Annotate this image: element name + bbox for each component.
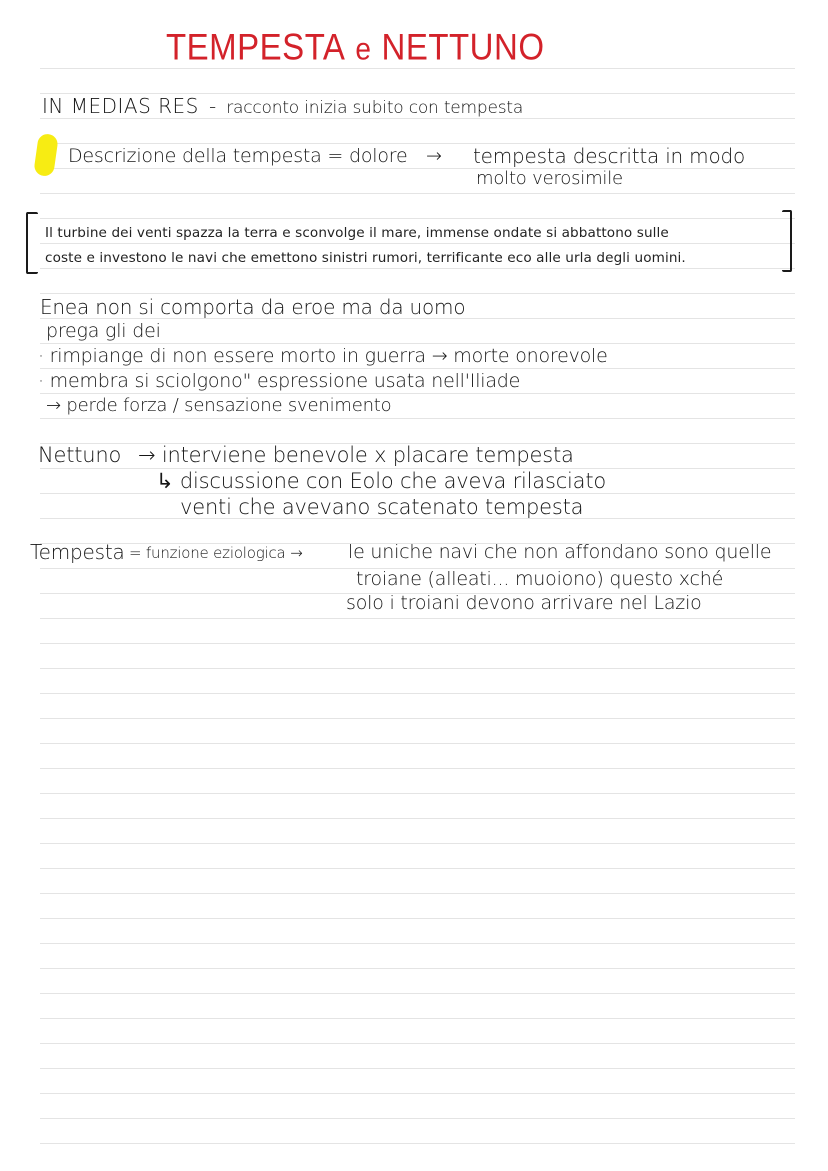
tempesta-line-2: troiane (alleati... muoiono) questo xché bbox=[356, 568, 724, 590]
ruled-line bbox=[40, 618, 795, 619]
page-title bbox=[166, 26, 545, 69]
ruled-line bbox=[40, 1093, 795, 1094]
ruled-line bbox=[40, 368, 795, 369]
ruled-line bbox=[40, 893, 795, 894]
ruled-line bbox=[40, 718, 795, 719]
title-part-1: TEMPESTA bbox=[166, 26, 346, 68]
ruled-line bbox=[40, 1018, 795, 1019]
in-medias-res-line bbox=[42, 94, 523, 118]
quote-line-2: coste e investono le navi che emettono sinistri rumori, terrificante eco alle urla degli uomini. bbox=[45, 250, 686, 266]
enea-item-4: → perde forza / sensazione svenimento bbox=[46, 395, 392, 416]
title-part-2: NETTUNO bbox=[381, 26, 545, 68]
ruled-line bbox=[40, 1068, 795, 1069]
ruled-line bbox=[40, 643, 795, 644]
ruled-line bbox=[40, 493, 795, 494]
quote-box bbox=[26, 212, 792, 270]
tempesta-line-1: le uniche navi che non affondano sono quelle bbox=[348, 541, 772, 563]
ruled-line bbox=[40, 943, 795, 944]
title-conjunction: e bbox=[355, 31, 372, 67]
ruled-line bbox=[40, 193, 795, 194]
descrizione-right-line-2: molto verosimile bbox=[476, 168, 623, 189]
ruled-line bbox=[40, 868, 795, 869]
ruled-line bbox=[40, 793, 795, 794]
descrizione-left: Descrizione della tempesta = dolore bbox=[68, 145, 408, 167]
tempesta-eq: = funzione eziologica → bbox=[129, 544, 303, 562]
in-medias-res-text: racconto inizia subito con tempesta bbox=[226, 98, 524, 118]
ruled-line bbox=[40, 693, 795, 694]
ruled-line bbox=[40, 993, 795, 994]
right-bracket-icon bbox=[782, 210, 792, 272]
tempesta-line-3: solo i troiani devono arrivare nel Lazio bbox=[346, 592, 702, 614]
ruled-line bbox=[40, 668, 795, 669]
ruled-line bbox=[40, 918, 795, 919]
in-medias-res-separator: - bbox=[209, 94, 217, 118]
nettuno-label: Nettuno bbox=[38, 443, 122, 467]
tempesta-label: Tempesta bbox=[30, 540, 125, 564]
ruled-line bbox=[40, 343, 795, 344]
ruled-line bbox=[40, 1043, 795, 1044]
ruled-line bbox=[40, 393, 795, 394]
ruled-line bbox=[40, 968, 795, 969]
ruled-line bbox=[40, 418, 795, 419]
nettuno-line-3: venti che avevano scatenato tempesta bbox=[180, 495, 584, 519]
left-bracket-icon bbox=[26, 212, 38, 274]
ruled-line bbox=[40, 1118, 795, 1119]
arrow-icon: → bbox=[426, 145, 442, 167]
enea-item-2: · rimpiange di non essere morto in guerra → morte onorevole bbox=[38, 345, 608, 367]
ruled-line bbox=[40, 818, 795, 819]
descrizione-right-line-1: tempesta descritta in modo bbox=[473, 144, 746, 168]
ruled-line bbox=[40, 743, 795, 744]
in-medias-res-heading: IN MEDIAS RES bbox=[42, 94, 199, 118]
ruled-line bbox=[40, 843, 795, 844]
ruled-line bbox=[40, 293, 795, 294]
nettuno-line-1: → interviene benevole x placare tempesta bbox=[138, 443, 574, 467]
ruled-line bbox=[40, 768, 795, 769]
quote-line-1: Il turbine dei venti spazza la terra e sconvolge il mare, immense ondate si abbattono sulle bbox=[45, 225, 669, 241]
enea-item-3: · membra si sciolgono" espressione usata nell'Iliade bbox=[38, 370, 521, 392]
ruled-line bbox=[40, 118, 795, 119]
nettuno-line-2: ↳ discussione con Eolo che aveva rilasciato bbox=[156, 469, 607, 493]
enea-heading: Enea non si comporta da eroe ma da uomo bbox=[40, 295, 466, 319]
ruled-line bbox=[40, 168, 795, 169]
enea-item-1: prega gli dei bbox=[46, 320, 161, 342]
ruled-line bbox=[40, 1143, 795, 1144]
